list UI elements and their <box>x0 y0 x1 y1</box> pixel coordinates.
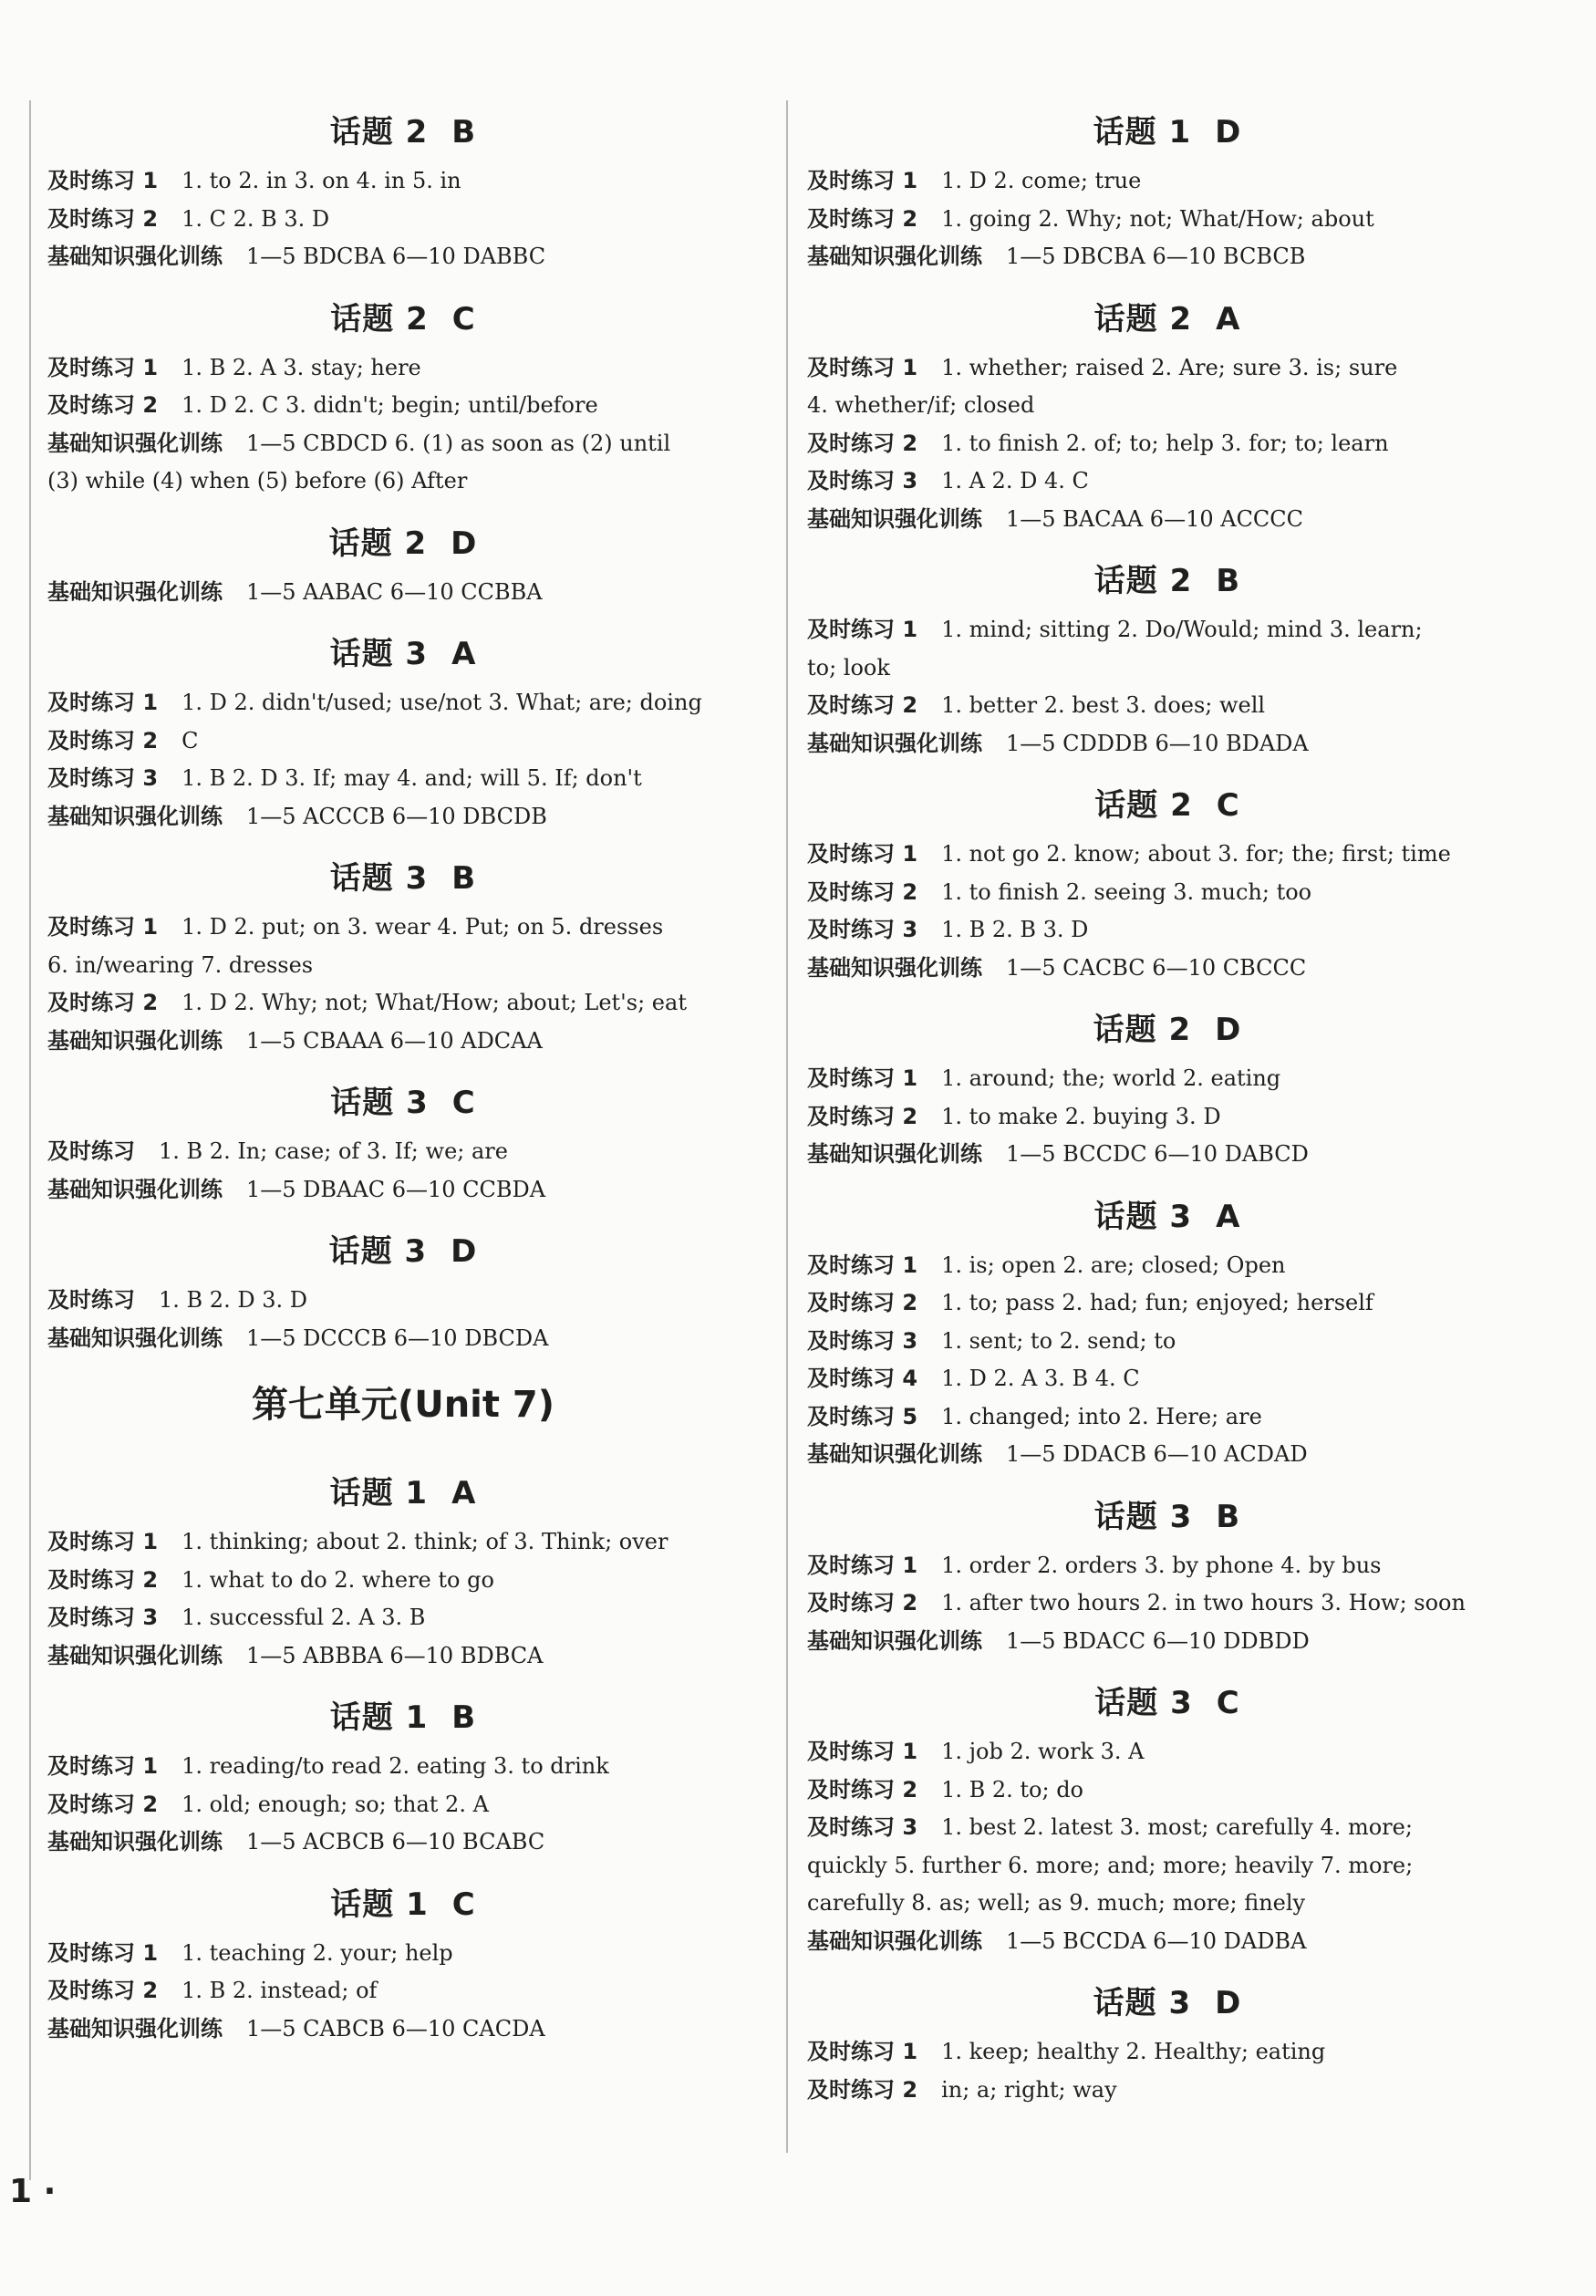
exercise-label: 及时练习 1 <box>807 1065 918 1091</box>
topic-heading <box>807 1673 1528 1733</box>
answer-text: 1. teaching 2. your; help <box>181 1939 453 1966</box>
answer-continuation: to; look <box>807 654 890 680</box>
answer-text: 1—5 ACBCB 6—10 BCABC <box>246 1829 545 1854</box>
answer-line <box>807 349 1528 388</box>
topic-title: 话题 1 <box>329 1699 429 1736</box>
answer-text: 1. B 2. B 3. D <box>941 917 1089 942</box>
answer-line <box>47 909 759 947</box>
answer-line <box>807 874 1528 912</box>
exercise-label: 及时练习 4 <box>807 1366 918 1391</box>
answer-line <box>47 201 759 239</box>
answer-text: 1—5 DBCBA 6—10 BCBCB <box>1006 244 1306 269</box>
answer-line <box>807 1584 1528 1623</box>
topic-heading <box>47 289 759 349</box>
exercise-label: 及时练习 2 <box>47 205 159 232</box>
answer-line <box>47 1748 759 1786</box>
answer-continuation: carefully 8. as; well; as 9. much; more; finely <box>807 1890 1306 1916</box>
exercise-label: 及时练习 2 <box>47 1566 159 1593</box>
answer-line <box>807 911 1528 950</box>
answer-line <box>47 387 759 425</box>
answer-text: 1. better 2. best 3. does; well <box>941 692 1266 718</box>
answer-text: 1. changed; into 2. Here; are <box>941 1403 1262 1429</box>
exercise-label: 基础知识强化训练 <box>47 2015 223 2041</box>
left-margin-rule <box>29 100 31 2180</box>
answer-text: 1. whether; raised 2. Are; sure 3. is; sure <box>941 354 1398 380</box>
exercise-label: 及时练习 2 <box>47 727 159 753</box>
topic-title: 话题 3 <box>1093 1198 1193 1235</box>
answer-text: 1—5 BDACC 6—10 DDBDD <box>1006 1627 1310 1654</box>
exercise-label: 及时练习 3 <box>807 468 918 493</box>
answer-text: 1. after two hours 2. in two hours 3. How; soon <box>941 1590 1466 1616</box>
answer-text: 1. going 2. Why; not; What/How; about <box>941 205 1374 232</box>
answer-line <box>807 238 1528 276</box>
exercise-label: 基础知识强化训练 <box>807 244 982 269</box>
answer-line <box>47 162 759 201</box>
answer-line <box>807 611 1528 649</box>
answer-line <box>807 1247 1528 1285</box>
left-column <box>47 102 759 2048</box>
topic-heading <box>807 775 1528 836</box>
exercise-label: 及时练习 1 <box>47 1753 159 1779</box>
topic-title: 话题 2 <box>1093 1012 1192 1048</box>
exercise-label: 基础知识强化训练 <box>807 1141 982 1167</box>
topic-heading <box>47 1688 759 1748</box>
topic-letter: B <box>451 860 477 897</box>
answer-line <box>807 425 1528 463</box>
answer-text: 1. to finish 2. seeing 3. much; too <box>941 878 1312 905</box>
topic-letter: A <box>451 1475 477 1512</box>
topic-heading <box>47 1073 759 1133</box>
exercise-label: 及时练习 1 <box>47 1939 159 1966</box>
topic-letter: D <box>1215 1012 1242 1048</box>
exercise-label: 及时练习 2 <box>807 692 918 718</box>
answer-text: 1. B 2. A 3. stay; here <box>181 354 421 380</box>
topic-letter: C <box>451 1085 476 1121</box>
topic-title: 话题 2 <box>1094 787 1193 824</box>
topic-heading <box>807 102 1528 162</box>
topic-heading <box>807 1000 1528 1060</box>
answer-text: 1. around; the; world 2. eating <box>941 1065 1281 1091</box>
answer-line <box>47 1171 759 1210</box>
answer-text: 1—5 DBAAC 6—10 CCBDA <box>246 1176 546 1202</box>
topic-letter: A <box>1216 1198 1241 1235</box>
answer-text: 1. B 2. D 3. D <box>159 1287 307 1313</box>
answer-line <box>47 349 759 388</box>
topic-letter: D <box>1215 114 1242 151</box>
topic-heading <box>807 1487 1528 1547</box>
answer-text: 1—5 AABAC 6—10 CCBBA <box>246 578 543 605</box>
topic-letter: D <box>1215 1985 1242 2021</box>
answer-line <box>807 1284 1528 1323</box>
answer-text: 1. D 2. Why; not; What/How; about; Let's; eat <box>181 990 687 1015</box>
exercise-label: 及时练习 1 <box>807 1552 918 1578</box>
answer-line <box>807 2033 1528 2072</box>
page-number: 1 · <box>9 2173 57 2210</box>
answer-line <box>807 1809 1528 1847</box>
exercise-label: 及时练习 2 <box>807 1290 918 1315</box>
exercise-label: 基础知识强化训练 <box>807 505 982 532</box>
topic-heading <box>807 1187 1528 1247</box>
exercise-label: 及时练习 1 <box>807 2039 918 2064</box>
exercise-label: 及时练习 1 <box>807 1252 918 1278</box>
topic-letter: C <box>1216 787 1240 824</box>
topic-letter: A <box>451 636 477 672</box>
answer-text: 1. not go 2. know; about 3. for; the; first; time <box>941 841 1451 867</box>
answer-line <box>47 1320 759 1358</box>
answer-text: 1. D 2. put; on 3. wear 4. Put; on 5. dresses <box>181 914 664 940</box>
answer-continuation: quickly 5. further 6. more; and; more; heavily 7. more; <box>807 1852 1414 1878</box>
answer-line <box>47 722 759 761</box>
exercise-label: 基础知识强化训练 <box>47 430 223 456</box>
answer-line <box>47 1133 759 1171</box>
answer-line <box>807 162 1528 201</box>
topic-title: 话题 3 <box>1093 1498 1193 1535</box>
answer-text: 1—5 ACCCB 6—10 DBCDB <box>246 803 547 829</box>
answer-text: 1—5 DDACB 6—10 ACDAD <box>1006 1441 1308 1467</box>
exercise-label: 基础知识强化训练 <box>807 954 982 981</box>
answer-continuation: 6. in/wearing 7. dresses <box>47 951 314 978</box>
topic-heading <box>47 848 759 909</box>
topic-title: 话题 3 <box>1094 1685 1193 1721</box>
topic-letter: A <box>1216 300 1241 338</box>
exercise-label: 及时练习 2 <box>807 2076 918 2103</box>
answer-line <box>47 760 759 798</box>
topic-title: 话题 2 <box>329 114 429 151</box>
exercise-label: 及时练习 1 <box>47 354 159 380</box>
answer-line <box>47 984 759 1023</box>
exercise-label: 及时练习 3 <box>47 1605 159 1630</box>
exercise-label: 及时练习 <box>47 1287 135 1313</box>
answer-continuation: (3) while (4) when (5) before (6) After <box>47 468 468 493</box>
answer-text: 1. best 2. latest 3. most; carefully 4. more; <box>941 1814 1413 1840</box>
exercise-label: 基础知识强化训练 <box>807 730 982 756</box>
topic-title: 话题 2 <box>1093 300 1193 338</box>
topic-letter: B <box>1216 1498 1241 1535</box>
answer-line <box>47 1637 759 1676</box>
column-divider <box>786 100 788 2153</box>
answer-text: 1—5 BCCDC 6—10 DABCD <box>1006 1141 1309 1167</box>
exercise-label: 及时练习 5 <box>807 1403 918 1429</box>
answer-text: 1—5 CACBC 6—10 CBCCC <box>1006 954 1307 981</box>
topic-letter: D <box>451 1233 478 1270</box>
exercise-label: 及时练习 1 <box>807 168 918 193</box>
topic-letter: B <box>451 114 477 151</box>
answer-text: 1. to finish 2. of; to; help 3. for; to; learn <box>941 430 1389 456</box>
topic-title: 话题 3 <box>329 636 429 672</box>
topic-title: 话题 3 <box>330 1085 429 1121</box>
right-column <box>807 102 1528 2109</box>
answer-line <box>47 1823 759 1862</box>
exercise-label: 及时练习 2 <box>47 990 159 1015</box>
answer-text: 1—5 CBDCD 6. (1) as soon as (2) until <box>246 430 671 456</box>
answer-text: 1. C 2. B 3. D <box>181 205 330 232</box>
topic-title: 话题 2 <box>328 525 428 562</box>
answer-text: 1. D 2. didn't/used; use/not 3. What; are; doing <box>181 690 702 715</box>
answer-line <box>807 1547 1528 1585</box>
exercise-label: 基础知识强化训练 <box>47 1027 223 1054</box>
topic-title: 话题 3 <box>1093 1985 1192 2021</box>
answer-text: 1. B 2. In; case; of 3. If; we; are <box>159 1138 508 1164</box>
exercise-label: 基础知识强化训练 <box>47 1829 223 1854</box>
answer-line <box>807 1733 1528 1771</box>
exercise-label: 基础知识强化训练 <box>47 1176 223 1202</box>
exercise-label: 及时练习 2 <box>807 1776 918 1803</box>
topic-heading <box>807 551 1528 611</box>
topic-letter: B <box>451 1699 477 1736</box>
exercise-label: 基础知识强化训练 <box>47 244 223 269</box>
answer-line <box>807 1060 1528 1098</box>
answer-line <box>807 462 1528 501</box>
answer-text: 1. to 2. in 3. on 4. in 5. in <box>181 168 461 193</box>
answer-text: 1. A 2. D 4. C <box>941 468 1089 493</box>
answer-line <box>807 1360 1528 1398</box>
topic-heading <box>807 1973 1528 2033</box>
exercise-label: 及时练习 1 <box>807 617 918 642</box>
answer-line <box>47 1972 759 2010</box>
exercise-label: 及时练习 2 <box>807 1103 918 1129</box>
answer-line <box>47 798 759 836</box>
answer-text: 1. B 2. to; do <box>941 1776 1084 1803</box>
exercise-label: 及时练习 3 <box>47 765 159 791</box>
topic-title: 话题 1 <box>330 1886 429 1923</box>
answer-text: 1. to; pass 2. had; fun; enjoyed; herself <box>941 1290 1373 1315</box>
topic-heading <box>47 514 759 574</box>
exercise-label: 及时练习 1 <box>47 168 159 193</box>
topic-heading <box>47 624 759 684</box>
exercise-label: 及时练习 1 <box>807 1739 918 1764</box>
answer-text: 1—5 BACAA 6—10 ACCCC <box>1006 505 1304 532</box>
answer-text: 1—5 BCCDA 6—10 DADBA <box>1006 1927 1307 1954</box>
answer-text: 1. mind; sitting 2. Do/Would; mind 3. learn; <box>941 617 1423 642</box>
answer-line <box>807 950 1528 988</box>
exercise-label: 及时练习 1 <box>807 354 918 380</box>
topic-heading <box>47 1463 759 1523</box>
answer-line <box>47 1786 759 1824</box>
exercise-label: 及时练习 3 <box>807 917 918 942</box>
topic-title: 话题 2 <box>330 300 429 338</box>
exercise-label: 及时练习 3 <box>807 1327 918 1354</box>
topic-heading <box>807 289 1528 349</box>
answer-text: 1. B 2. D 3. If; may 4. and; will 5. If; don't <box>181 765 642 791</box>
answer-text: 1. sent; to 2. send; to <box>941 1327 1176 1354</box>
exercise-label: 基础知识强化训练 <box>47 1325 223 1351</box>
exercise-label: 及时练习 2 <box>47 392 159 418</box>
answer-line <box>807 2072 1528 2110</box>
exercise-label: 基础知识强化训练 <box>807 1927 982 1954</box>
answer-text: in; a; right; way <box>941 2076 1117 2103</box>
exercise-label: 及时练习 2 <box>807 205 918 232</box>
exercise-label: 及时练习 1 <box>47 690 159 715</box>
answer-text: 1—5 ABBBA 6—10 BDBCA <box>246 1642 544 1668</box>
topic-letter: B <box>1216 563 1241 599</box>
answer-line <box>807 1436 1528 1474</box>
answer-line <box>807 1136 1528 1174</box>
answer-line <box>807 687 1528 725</box>
answer-line <box>47 1523 759 1562</box>
answer-line <box>807 1923 1528 1961</box>
topic-heading <box>47 102 759 162</box>
answer-line <box>807 201 1528 239</box>
answer-line <box>807 836 1528 874</box>
answer-text: 1. order 2. orders 3. by phone 4. by bus <box>941 1552 1382 1578</box>
answer-text: 1—5 BDCBA 6—10 DABBC <box>246 244 546 269</box>
answer-line <box>47 1935 759 1973</box>
answer-line <box>47 2010 759 2049</box>
answer-line <box>47 684 759 722</box>
answer-line <box>807 1771 1528 1810</box>
answer-text: 1. B 2. instead; of <box>181 1978 378 2003</box>
answer-line <box>47 574 759 612</box>
exercise-label: 及时练习 2 <box>807 878 918 905</box>
answer-text: 1. job 2. work 3. A <box>941 1739 1145 1764</box>
answer-text: 1. successful 2. A 3. B <box>181 1605 426 1630</box>
exercise-label: 及时练习 2 <box>807 1590 918 1616</box>
answer-text: 1. thinking; about 2. think; of 3. Think; over <box>181 1529 668 1554</box>
answer-text: 1—5 CBAAA 6—10 ADCAA <box>246 1027 543 1054</box>
answer-text: 1. to make 2. buying 3. D <box>941 1103 1221 1129</box>
answer-line <box>47 238 759 276</box>
answer-text: 1. D 2. come; true <box>941 168 1142 193</box>
exercise-label: 及时练习 2 <box>47 1978 159 2003</box>
answer-line <box>47 1599 759 1637</box>
answer-text: 1. is; open 2. are; closed; Open <box>941 1252 1286 1278</box>
answer-line <box>807 1623 1528 1661</box>
answer-text: C <box>181 727 199 753</box>
topic-title: 话题 3 <box>328 1233 428 1270</box>
answer-line <box>47 1023 759 1061</box>
answer-line <box>47 425 759 463</box>
exercise-label: 基础知识强化训练 <box>47 1642 223 1668</box>
topic-heading <box>47 1875 759 1935</box>
exercise-label: 及时练习 2 <box>47 1791 159 1817</box>
exercise-label: 及时练习 1 <box>47 914 159 940</box>
exercise-label: 及时练习 1 <box>807 841 918 867</box>
answer-text: 1. what to do 2. where to go <box>181 1566 494 1593</box>
exercise-label: 及时练习 <box>47 1138 135 1164</box>
topic-heading <box>47 1221 759 1282</box>
topic-letter: D <box>451 525 478 562</box>
answer-text: 1. reading/to read 2. eating 3. to drink <box>181 1753 609 1779</box>
answer-line <box>807 501 1528 539</box>
exercise-label: 及时练习 2 <box>807 430 918 456</box>
exercise-label: 基础知识强化训练 <box>807 1627 982 1654</box>
exercise-label: 基础知识强化训练 <box>807 1441 982 1467</box>
topic-title: 话题 1 <box>1093 114 1192 151</box>
answer-text: 1. keep; healthy 2. Healthy; eating <box>941 2039 1326 2064</box>
answer-text: 1. D 2. A 3. B 4. C <box>941 1366 1140 1391</box>
answer-line <box>47 1562 759 1600</box>
answer-line <box>807 1323 1528 1361</box>
answer-text: 1. old; enough; so; that 2. A <box>181 1791 489 1817</box>
answer-line <box>807 725 1528 764</box>
answer-text: 1—5 DCCCB 6—10 DBCDA <box>246 1325 549 1351</box>
answer-line <box>47 1282 759 1320</box>
answer-line <box>807 1398 1528 1437</box>
answer-text: 1—5 CABCB 6—10 CACDA <box>246 2015 545 2041</box>
exercise-label: 及时练习 3 <box>807 1814 918 1840</box>
answer-continuation: 4. whether/if; closed <box>807 392 1035 418</box>
topic-title: 话题 2 <box>1093 563 1193 599</box>
topic-letter: C <box>1216 1685 1240 1721</box>
exercise-label: 基础知识强化训练 <box>47 803 223 829</box>
answer-line <box>807 1098 1528 1137</box>
topic-letter: C <box>451 1886 476 1923</box>
topic-title: 话题 1 <box>329 1475 429 1512</box>
answer-text: 1—5 CDDDB 6—10 BDADA <box>1006 730 1309 756</box>
answer-text: 1. D 2. C 3. didn't; begin; until/before <box>181 392 598 418</box>
unit-heading: 第七单元(Unit 7) <box>251 1384 555 1426</box>
topic-title: 话题 3 <box>329 860 429 897</box>
topic-letter: C <box>451 300 476 338</box>
exercise-label: 基础知识强化训练 <box>47 578 223 605</box>
exercise-label: 及时练习 1 <box>47 1529 159 1554</box>
